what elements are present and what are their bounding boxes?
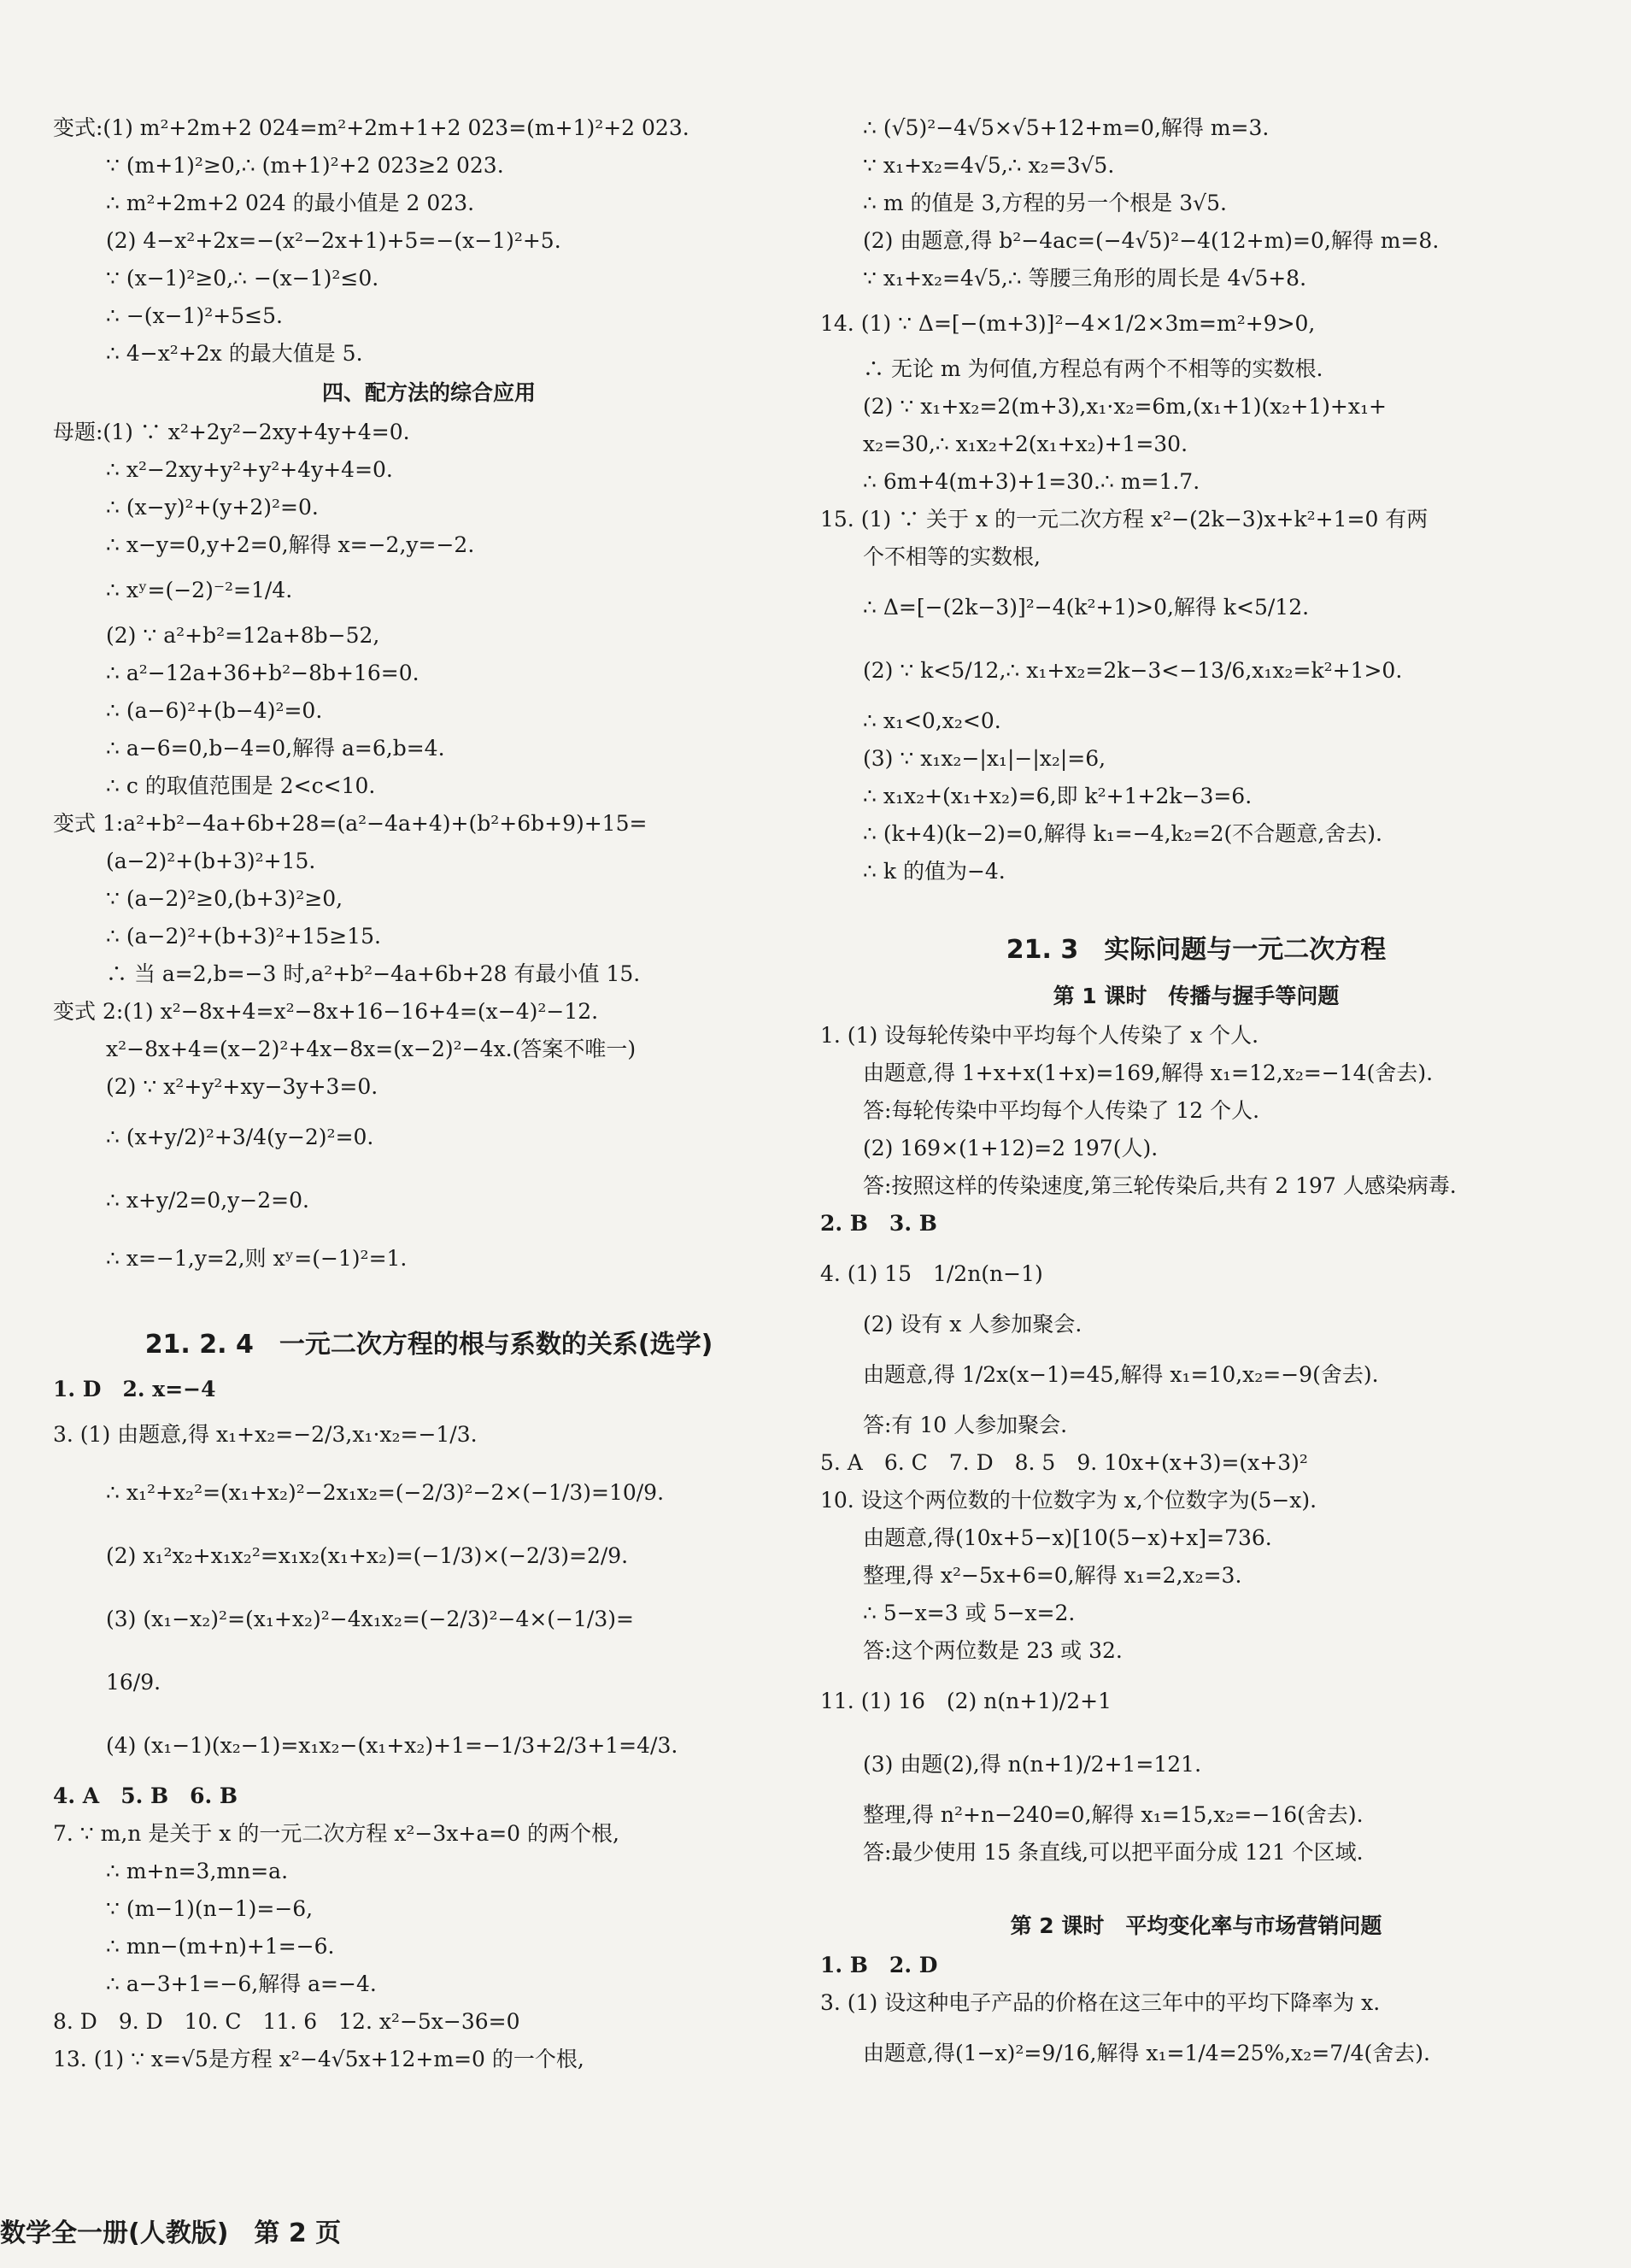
right-col-line: (2) 169×(1+12)=2 197(人). <box>863 1136 1159 1160</box>
left-col-line: ∴ 4−x²+2x 的最大值是 5. <box>106 341 363 366</box>
right-col-line: ∴ m 的值是 3,方程的另一个根是 3√5. <box>863 191 1227 215</box>
left-col-line: ∴ x−y=0,y+2=0,解得 x=−2,y=−2. <box>106 532 475 557</box>
right-col-line: (2) ∵ x₁+x₂=2(m+3),x₁·x₂=6m,(x₁+1)(x₂+1)+x₁+ <box>863 394 1387 419</box>
right-col-spacer <box>820 890 1572 925</box>
left-col-line: 13. (1) ∵ x=√5是方程 x²−4√5x+12+m=0 的一个根, <box>53 2047 584 2071</box>
left-col-line: (4) (x₁−1)(x₂−1)=x₁x₂−(x₁+x₂)+1=−1/3+2/3+1=4/3. <box>106 1733 678 1758</box>
right-column <box>820 109 1572 2085</box>
left-col-line: ∵ (a−2)²≥0,(b+3)²≥0, <box>106 886 343 911</box>
left-col-line: 8. D 9. D 10. C 11. 6 12. x²−5x−36=0 <box>53 2009 520 2034</box>
right-col-line: 2. B 3. B <box>820 1211 937 1236</box>
right-col-heading: 21. 3 实际问题与一元二次方程 <box>1006 935 1387 965</box>
right-col-line: 整理,得 n²+n−240=0,解得 x₁=15,x₂=−16(舍去). <box>863 1802 1364 1827</box>
left-col-line: ∴ a²−12a+36+b²−8b+16=0. <box>106 661 419 685</box>
right-col-line: 由题意,得(10x+5−x)[10(5−x)+x]=736. <box>863 1525 1272 1550</box>
left-col-line: ∴ x²−2xy+y²+y²+4y+4=0. <box>106 457 393 482</box>
right-col-line: 15. (1) ∵ 关于 x 的一元二次方程 x²−(2k−3)x+k²+1=0 有两 <box>820 507 1429 532</box>
right-col-line: 答:这个两位数是 23 或 32. <box>863 1638 1123 1663</box>
right-col-line: ∴ k 的值为−4. <box>863 859 1006 884</box>
left-col-line: 变式:(1) m²+2m+2 024=m²+2m+1+2 023=(m+1)²+2 023. <box>53 115 689 140</box>
right-col-line: 由题意,得(1−x)²=9/16,解得 x₁=1/4=25%,x₂=7/4(舍去). <box>863 2041 1430 2065</box>
right-col-line: 答:最少使用 15 条直线,可以把平面分成 121 个区域. <box>863 1840 1364 1865</box>
right-col-line: 1. (1) 设每轮传染中平均每个人传染了 x 个人. <box>820 1023 1259 1048</box>
right-col-line: (2) 由题意,得 b²−4ac=(−4√5)²−4(12+m)=0,解得 m=8. <box>863 228 1440 253</box>
right-col-line: (3) ∵ x₁x₂−|x₁|−|x₂|=6, <box>863 746 1106 771</box>
left-col-line: ∴ a−3+1=−6,解得 a=−4. <box>106 1971 377 1996</box>
left-col-line: x²−8x+4=(x−2)²+4x−8x=(x−2)²−4x.(答案不唯一) <box>106 1037 637 1061</box>
right-col-line: ∴ x₁<0,x₂<0. <box>863 708 1001 733</box>
left-col-line: ∴ mn−(m+n)+1=−6. <box>106 1934 335 1959</box>
right-col-line: ∴ (k+4)(k−2)=0,解得 k₁=−4,k₂=2(不合题意,舍去). <box>863 821 1382 846</box>
left-col-heading: 四、配方法的综合应用 <box>321 380 536 405</box>
left-col-line: ∴ −(x−1)²+5≤5. <box>106 303 283 328</box>
left-col-line: ∴ (a−2)²+(b+3)²+15≥15. <box>106 924 381 949</box>
right-col-line: 答:按照这样的传染速度,第三轮传染后,共有 2 197 人感染病毒. <box>863 1173 1457 1198</box>
left-col-line: 7. ∵ m,n 是关于 x 的一元二次方程 x²−3x+a=0 的两个根, <box>53 1821 619 1846</box>
right-col-heading: 第 2 课时 平均变化率与市场营销问题 <box>1010 1913 1382 1938</box>
left-column <box>53 109 805 2078</box>
right-col-spacer <box>820 1871 1572 1906</box>
left-col-line: ∴ (x+y/2)²+3/4(y−2)²=0. <box>106 1125 374 1149</box>
right-col-line: (2) ∵ k<5/12,∴ x₁+x₂=2k−3<−13/6,x₁x₂=k²+1>0. <box>863 658 1403 683</box>
right-col-line: (2) 设有 x 人参加聚会. <box>863 1312 1082 1337</box>
left-col-line: (a−2)²+(b+3)²+15. <box>106 849 316 873</box>
left-col-line: (2) 4−x²+2x=−(x²−2x+1)+5=−(x−1)²+5. <box>106 228 561 253</box>
page-footer: 数学全一册(人教版) 第 2 页 <box>0 2218 342 2248</box>
left-col-line: ∴ xʸ=(−2)⁻²=1/4. <box>106 578 293 602</box>
left-col-line: ∴ m²+2m+2 024 的最小值是 2 023. <box>106 191 475 215</box>
right-col-line: 答:每轮传染中平均每个人传染了 12 个人. <box>863 1098 1260 1123</box>
left-col-line: 3. (1) 由题意,得 x₁+x₂=−2/3,x₁·x₂=−1/3. <box>53 1422 478 1447</box>
left-col-line: ∴ c 的取值范围是 2<c<10. <box>106 773 376 798</box>
left-col-line: (2) ∵ a²+b²=12a+8b−52, <box>106 623 380 648</box>
right-col-line: 3. (1) 设这种电子产品的价格在这三年中的平均下降率为 x. <box>820 1990 1381 2015</box>
right-col-line: ∴ Δ=[−(2k−3)]²−4(k²+1)>0,解得 k<5/12. <box>863 595 1310 620</box>
left-col-spacer <box>53 1285 805 1319</box>
left-col-line: (2) ∵ x²+y²+xy−3y+3=0. <box>106 1074 378 1099</box>
right-col-line: 14. (1) ∵ Δ=[−(m+3)]²−4×1/2×3m=m²+9>0, <box>820 311 1316 336</box>
right-col-line: ∵ x₁+x₂=4√5,∴ 等腰三角形的周长是 4√5+8. <box>863 266 1307 291</box>
left-col-line: 变式 1:a²+b²−4a+6b+28=(a²−4a+4)+(b²+6b+9)+15= <box>53 811 648 836</box>
right-col-line: (3) 由题(2),得 n(n+1)/2+1=121. <box>863 1752 1202 1777</box>
right-col-line: 整理,得 x²−5x+6=0,解得 x₁=2,x₂=3. <box>863 1563 1242 1588</box>
left-col-line: ∴ x+y/2=0,y−2=0. <box>106 1188 309 1213</box>
left-col-heading: 21. 2. 4 一元二次方程的根与系数的关系(选学) <box>144 1330 713 1360</box>
left-col-line: 16/9. <box>106 1670 161 1695</box>
right-col-line: 由题意,得 1+x+x(1+x)=169,解得 x₁=12,x₂=−14(舍去). <box>863 1061 1434 1085</box>
right-col-line: 答:有 10 人参加聚会. <box>863 1413 1068 1437</box>
right-col-line: x₂=30,∴ x₁x₂+2(x₁+x₂)+1=30. <box>863 432 1188 456</box>
right-col-line: 个不相等的实数根, <box>863 544 1041 569</box>
left-col-line: ∵ (x−1)²≥0,∴ −(x−1)²≤0. <box>106 266 379 291</box>
right-col-line: 由题意,得 1/2x(x−1)=45,解得 x₁=10,x₂=−9(舍去). <box>863 1362 1379 1387</box>
left-col-line: ∴ (x−y)²+(y+2)²=0. <box>106 495 319 520</box>
left-col-line: ∴ m+n=3,mn=a. <box>106 1859 289 1883</box>
right-col-line: ∴ 6m+4(m+3)+1=30.∴ m=1.7. <box>863 469 1200 494</box>
left-col-line: (2) x₁²x₂+x₁x₂²=x₁x₂(x₁+x₂)=(−1/3)×(−2/3)=2/9. <box>106 1543 629 1568</box>
right-col-line: 11. (1) 16 (2) n(n+1)/2+1 <box>820 1689 1112 1713</box>
left-col-line: ∴ (a−6)²+(b−4)²=0. <box>106 698 323 723</box>
right-col-line: 10. 设这个两位数的十位数字为 x,个位数字为(5−x). <box>820 1488 1317 1513</box>
right-col-line: 5. A 6. C 7. D 8. 5 9. 10x+(x+3)=(x+3)² <box>820 1450 1308 1475</box>
left-col-line: 4. A 5. B 6. B <box>53 1783 238 1808</box>
left-col-line: ∴ x=−1,y=2,则 xʸ=(−1)²=1. <box>106 1246 408 1271</box>
right-col-line: ∵ x₁+x₂=4√5,∴ x₂=3√5. <box>863 153 1115 178</box>
right-col-line: ∴ 无论 m 为何值,方程总有两个不相等的实数根. <box>863 356 1323 381</box>
right-col-line: ∴ 5−x=3 或 5−x=2. <box>863 1601 1076 1625</box>
left-col-line: ∵ (m+1)²≥0,∴ (m+1)²+2 023≥2 023. <box>106 153 504 178</box>
left-col-line: ∴ x₁²+x₂²=(x₁+x₂)²−2x₁x₂=(−2/3)²−2×(−1/3)=10/9. <box>106 1480 665 1505</box>
left-col-line: ∴ 当 a=2,b=−3 时,a²+b²−4a+6b+28 有最小值 15. <box>106 961 641 986</box>
right-col-line: 4. (1) 15 1/2n(n−1) <box>820 1261 1043 1286</box>
right-col-line: 1. B 2. D <box>820 1953 938 1977</box>
left-col-line: 1. D 2. x=−4 <box>53 1377 216 1401</box>
right-col-line: ∴ (√5)²−4√5×√5+12+m=0,解得 m=3. <box>863 115 1270 140</box>
left-col-line: 母题:(1) ∵ x²+2y²−2xy+4y+4=0. <box>53 420 410 444</box>
left-col-line: ∴ a−6=0,b−4=0,解得 a=6,b=4. <box>106 736 445 761</box>
right-col-line: ∴ x₁x₂+(x₁+x₂)=6,即 k²+1+2k−3=6. <box>863 784 1253 808</box>
right-col-heading: 第 1 课时 传播与握手等问题 <box>1053 984 1340 1008</box>
left-col-line: 变式 2:(1) x²−8x+4=x²−8x+16−16+4=(x−4)²−12. <box>53 999 599 1024</box>
left-col-line: ∵ (m−1)(n−1)=−6, <box>106 1896 314 1921</box>
left-col-line: (3) (x₁−x₂)²=(x₁+x₂)²−4x₁x₂=(−2/3)²−4×(−1/3)= <box>106 1607 634 1631</box>
